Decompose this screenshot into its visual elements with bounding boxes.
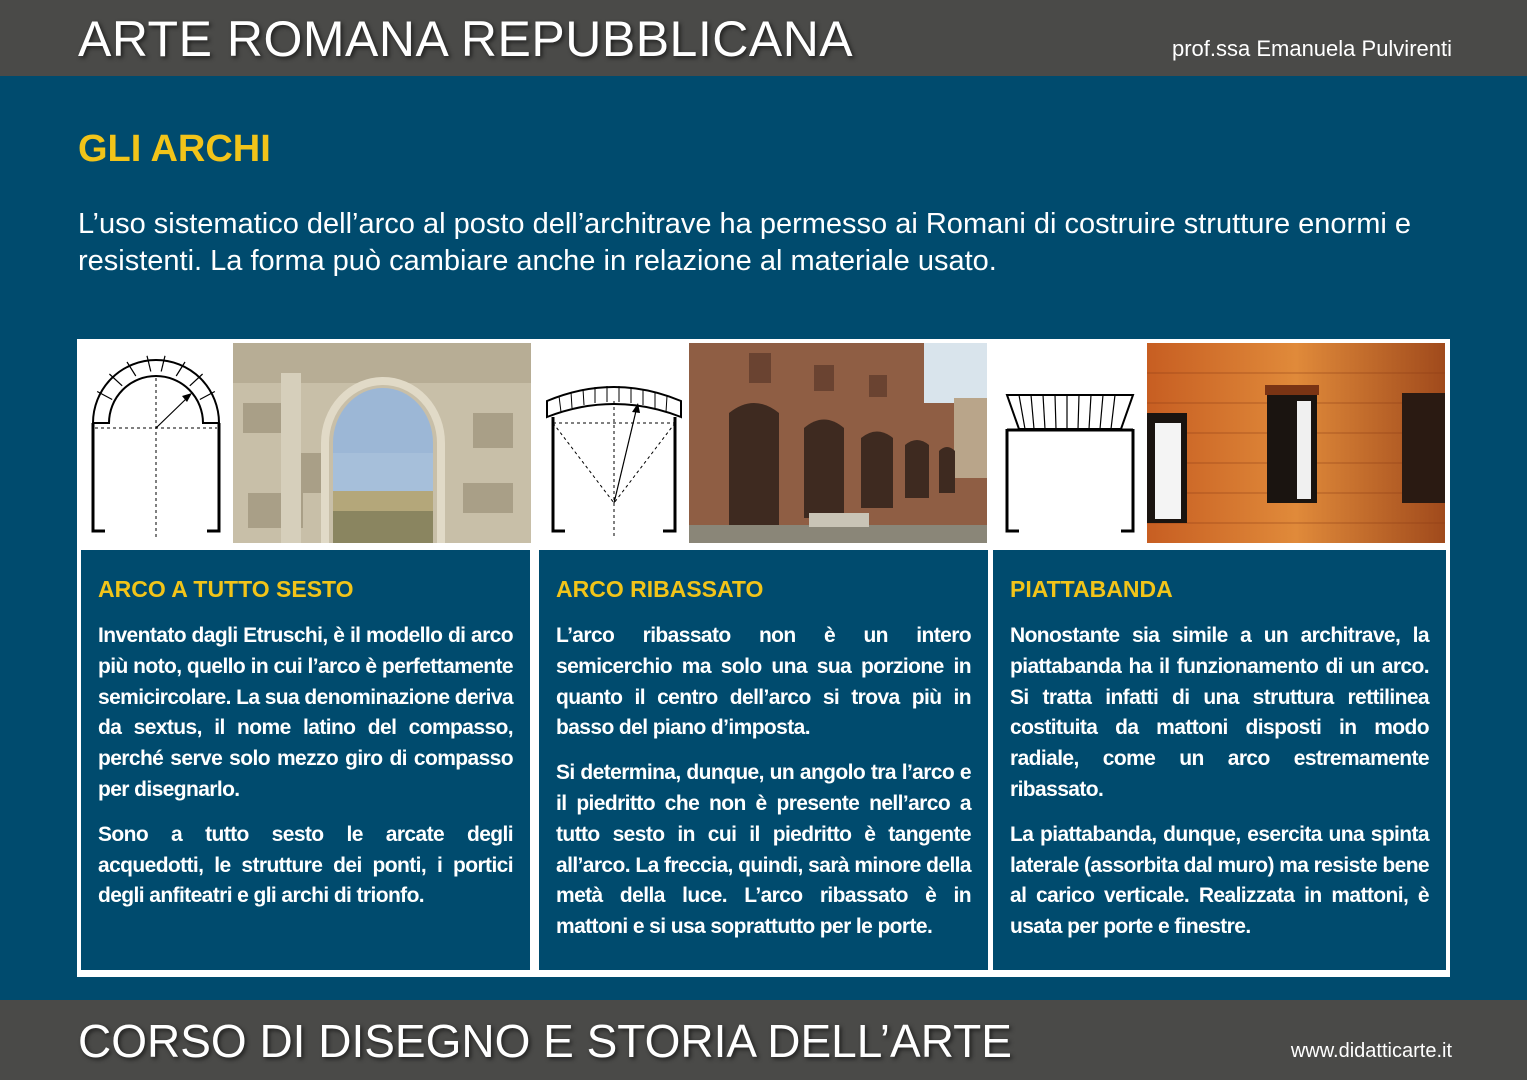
- card-title: PIATTABANDA: [1010, 576, 1173, 602]
- card-paragraph: L’arco ribassato non è un intero semicerchio ma solo una sua porzione in quanto il centro dell’arco si trova più in basso del piano d’imposta.: [556, 624, 971, 740]
- card-paragraph: Nonostante sia simile a un architrave, la piattabanda ha il funzionamento di un arco. Si tratta infatti di una struttura rettilinea costituita da mattoni disposti in modo radiale, come un arco estremamente ribassato.: [1010, 624, 1429, 801]
- author-name: prof.ssa Emanuela Pulvirenti: [1171, 36, 1452, 61]
- segmental-arch-photo: [689, 343, 987, 543]
- flat-arch-diagram: [995, 343, 1145, 543]
- card-paragraph: Si determina, dunque, un angolo tra l’arco e il piedritto che non è presente nell’arco a tutto sesto in cui il piedritto è tangente all’arco. La freccia, quindi, sarà minore della metà della luce. L’arco ribassato è in mattoni e si usa soprattutto per le porte.: [556, 761, 971, 939]
- segmental-arch-diagram: [539, 343, 689, 543]
- card-ribassato: [539, 550, 988, 970]
- intro-text: L’uso sistematico dell’arco al posto dell’architrave ha permesso ai Romani di costruire strutture enormi e resistenti. La forma può cambiare anche in relazione al materiale usato.: [78, 208, 1411, 277]
- flat-arch-photo: [1147, 343, 1445, 543]
- card-paragraph: Inventato dagli Etruschi, è il modello di arco più noto, quello in cui l’arco è perfettamente semicircolare. La sua denominazione deriva da sextus, il nome latino del compasso, perché serve solo mezzo giro di compasso per disegnarlo.: [98, 624, 513, 801]
- course-title: CORSO DI DISEGNO E STORIA DELL’ARTE: [78, 1015, 1012, 1067]
- website-link[interactable]: www.didatticarte.it: [1290, 1040, 1452, 1062]
- card-paragraph: La piattabanda, dunque, esercita una spinta laterale (assorbita dal muro) ma resiste bene al carico verticale. Realizzata in mattoni, è usata per porte e finestre.: [1010, 822, 1429, 939]
- round-arch-photo: [233, 343, 531, 543]
- card-title: ARCO RIBASSATO: [556, 576, 764, 602]
- card-title: ARCO A TUTTO SESTO: [98, 576, 354, 602]
- column-piattabanda: [993, 339, 1446, 977]
- card-paragraph: Sono a tutto sesto le arcate degli acquedotti, le strutture dei ponti, i portici degli anfiteatri e gli archi di trionfo.: [98, 822, 513, 908]
- card-piattabanda: [993, 550, 1446, 970]
- round-arch-diagram: [81, 343, 231, 543]
- section-title: GLI ARCHI: [78, 128, 271, 170]
- column-ribassato: [539, 339, 987, 977]
- page-title: ARTE ROMANA REPUBBLICANA: [78, 11, 854, 67]
- card-tutto-sesto: [81, 550, 530, 970]
- column-tutto-sesto: [81, 339, 533, 977]
- arches-panel: [77, 339, 1450, 977]
